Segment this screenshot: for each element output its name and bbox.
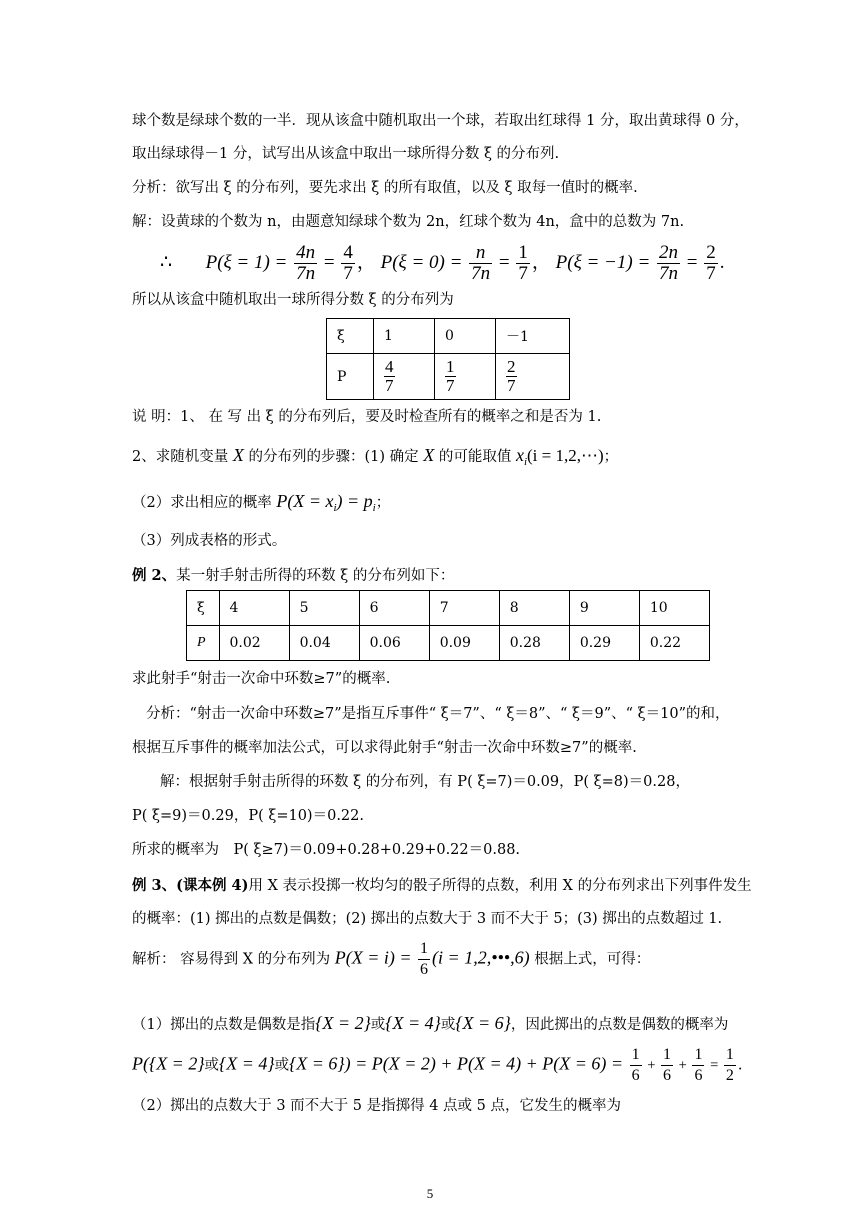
text-line: 解：根据射手射击所得的环数 ξ 的分布列，有 P( ξ=7)＝0.09，P( ξ=8)＝0.28， [160,774,690,790]
therefore-symbol: ∴ [160,251,173,273]
eq-part: P(ξ = 1) = [205,251,293,273]
text-line: 球个数是绿球个数的一半．现从该盒中随机取出一个球，若取出红球得 1 分，取出黄球得 0 分， [132,113,749,129]
fraction: $\frac{1}{6}$ [694,1046,703,1084]
table-cell: 9 [569,591,639,626]
table-cell: 6 [359,591,429,626]
table-cell: －1 [496,319,570,354]
text-line: 求此射手“射击一次命中环数≥7”的概率. [132,671,391,687]
table-cell [496,354,570,400]
text-line: 例 2、某一射手射击所得的环数 ξ 的分布列如下： [132,567,455,584]
text-line: 分析：欲写出 ξ 的分布列，要先求出 ξ 的所有取值，以及 ξ 取每一值时的概率. [132,180,638,196]
text-line: P( ξ=9)＝0.29，P( ξ=10)＝0.22. [132,808,364,824]
text-line: 例 3、(课本例 4)用 X 表示投掷一枚均匀的骰子所得的点数，利用 X 的分布列求出下列事件发生 [132,877,752,894]
text-line: 根据互斥事件的概率加法公式，可以求得此射手“射击一次命中环数≥7”的概率. [132,740,637,756]
table-cell: P [327,354,374,400]
text-line: 所以从该盒中随机取出一球所得分数 ξ 的分布列为 [132,292,454,308]
fraction: $\frac{1}{7}$ [446,357,455,395]
table-cell: 0.28 [499,626,569,661]
table-cell [374,354,435,400]
eq-part: P(ξ = 0) = [380,251,468,273]
text-line: 分析：“射击一次命中环数≥7”是指互斥事件“ ξ＝7”、“ ξ＝8”、“ ξ＝9”、“ ξ＝10”的和， [146,706,730,722]
fraction: $\frac{2}{7}$ [706,242,716,284]
text-line: 取出绿球得－1 分，试写出从该盒中取出一球所得分数 ξ 的分布列. [132,146,560,162]
fraction: $\frac{2}{7}$ [507,357,516,395]
table-cell: 7 [429,591,499,626]
fraction: $\frac{4}{7}$ [343,242,353,284]
table-cell: 0.09 [429,626,499,661]
fraction: $\frac{1}{6}$ [631,1046,640,1084]
text-line: （2）求出相应的概率 $P(X = x_i) = p_i$； [132,491,391,514]
eq-part: P(ξ = −1) = [555,251,656,273]
text-line: 所求的概率为 P( ξ≥7)＝0.09+0.28+0.29+0.22＝0.88. [132,842,521,858]
fraction: $\frac{1}{7}$ [518,242,528,284]
text-line: 2、求随机变量 X 的分布列的步骤：(1) 确定 X 的可能取值 $x_i(i$ = 1,2,⋯)； [132,445,619,468]
text-line: 解：设黄球的个数为 n，由题意知绿球个数为 2n，红球个数为 4n，盒中的总数为 7n. [132,214,685,230]
table-cell: P [187,626,220,661]
table-cell: 4 [219,591,289,626]
text-line: （1）掷出的点数是偶数是指{X = 2}或{X = 4}或{X = 6}，因此掷出的点数是偶数的概率为 [132,1013,729,1033]
probability-equation: ∴ P(ξ = 1) = $\frac{4n}{7n}$ = $\frac{4}{7}$ ， P(ξ = 0) = $\frac{n}{7n}$ = $\frac{1}{7}$ ， P(ξ = −1) = $\frac{2n}{7n}$ = $\frac{2}{7}$ . [160,242,725,284]
text-line: 的概率：(1) 掷出的点数是偶数；(2) 掷出的点数大于 3 而不大于 5；(3) 掷出的点数超过 1. [132,911,723,927]
distribution-table-1 [326,318,570,400]
table-cell: 1 [374,319,435,354]
table-cell: 0.29 [569,626,639,661]
text-line: （3）列成表格的形式。 [132,533,287,549]
fraction: $\frac{2n}{7n}$ [659,242,679,284]
table-cell: 5 [289,591,359,626]
fraction: $\frac{n}{7n}$ [471,242,491,284]
table-cell [435,354,496,400]
table-cell: ξ [327,319,374,354]
fraction: $\frac{1}{2}$ [725,1046,734,1084]
table-cell: 0.04 [289,626,359,661]
table-cell: 8 [499,591,569,626]
fraction: $\frac{4n}{7n}$ [296,242,316,284]
text-line: 解析： 容易得到 X 的分布列为 P(X = i) = $\frac{1}{6}$ (i = 1,2,•••,6) 根据上式，可得： [132,940,651,978]
table-cell: 0.02 [219,626,289,661]
example-label: 例 3、(课本例 4) [132,877,249,894]
text-line: 说 明：1、 在 写 出 ξ 的分布列后，要及时检查所有的概率之和是否为 1. [132,409,602,425]
text-line: P({X = 2}或{X = 4}或{X = 6}) = P(X = 2) + P(X = 4) + P(X = 6) = $\frac{1}{6}$ + $\frac{1}{6}$ + $\frac{1}{6}$ = $\frac{1}{2}$ . [132,1046,743,1084]
text-line: （2）掷出的点数大于 3 而不大于 5 是指掷得 4 点或 5 点，它发生的概率为 [132,1098,621,1114]
fraction: $\frac{4}{7}$ [385,357,394,395]
table-cell: 10 [639,591,709,626]
example-label: 例 2、 [132,567,177,584]
table-cell: ξ [187,591,220,626]
table-cell: 0.06 [359,626,429,661]
table-cell: 0.22 [639,626,709,661]
table-cell: 0 [435,319,496,354]
fraction: $\frac{1}{6}$ [663,1046,672,1084]
fraction: $\frac{1}{6}$ [420,940,429,978]
page-number: 5 [426,1186,434,1201]
distribution-table-2 [186,590,710,661]
